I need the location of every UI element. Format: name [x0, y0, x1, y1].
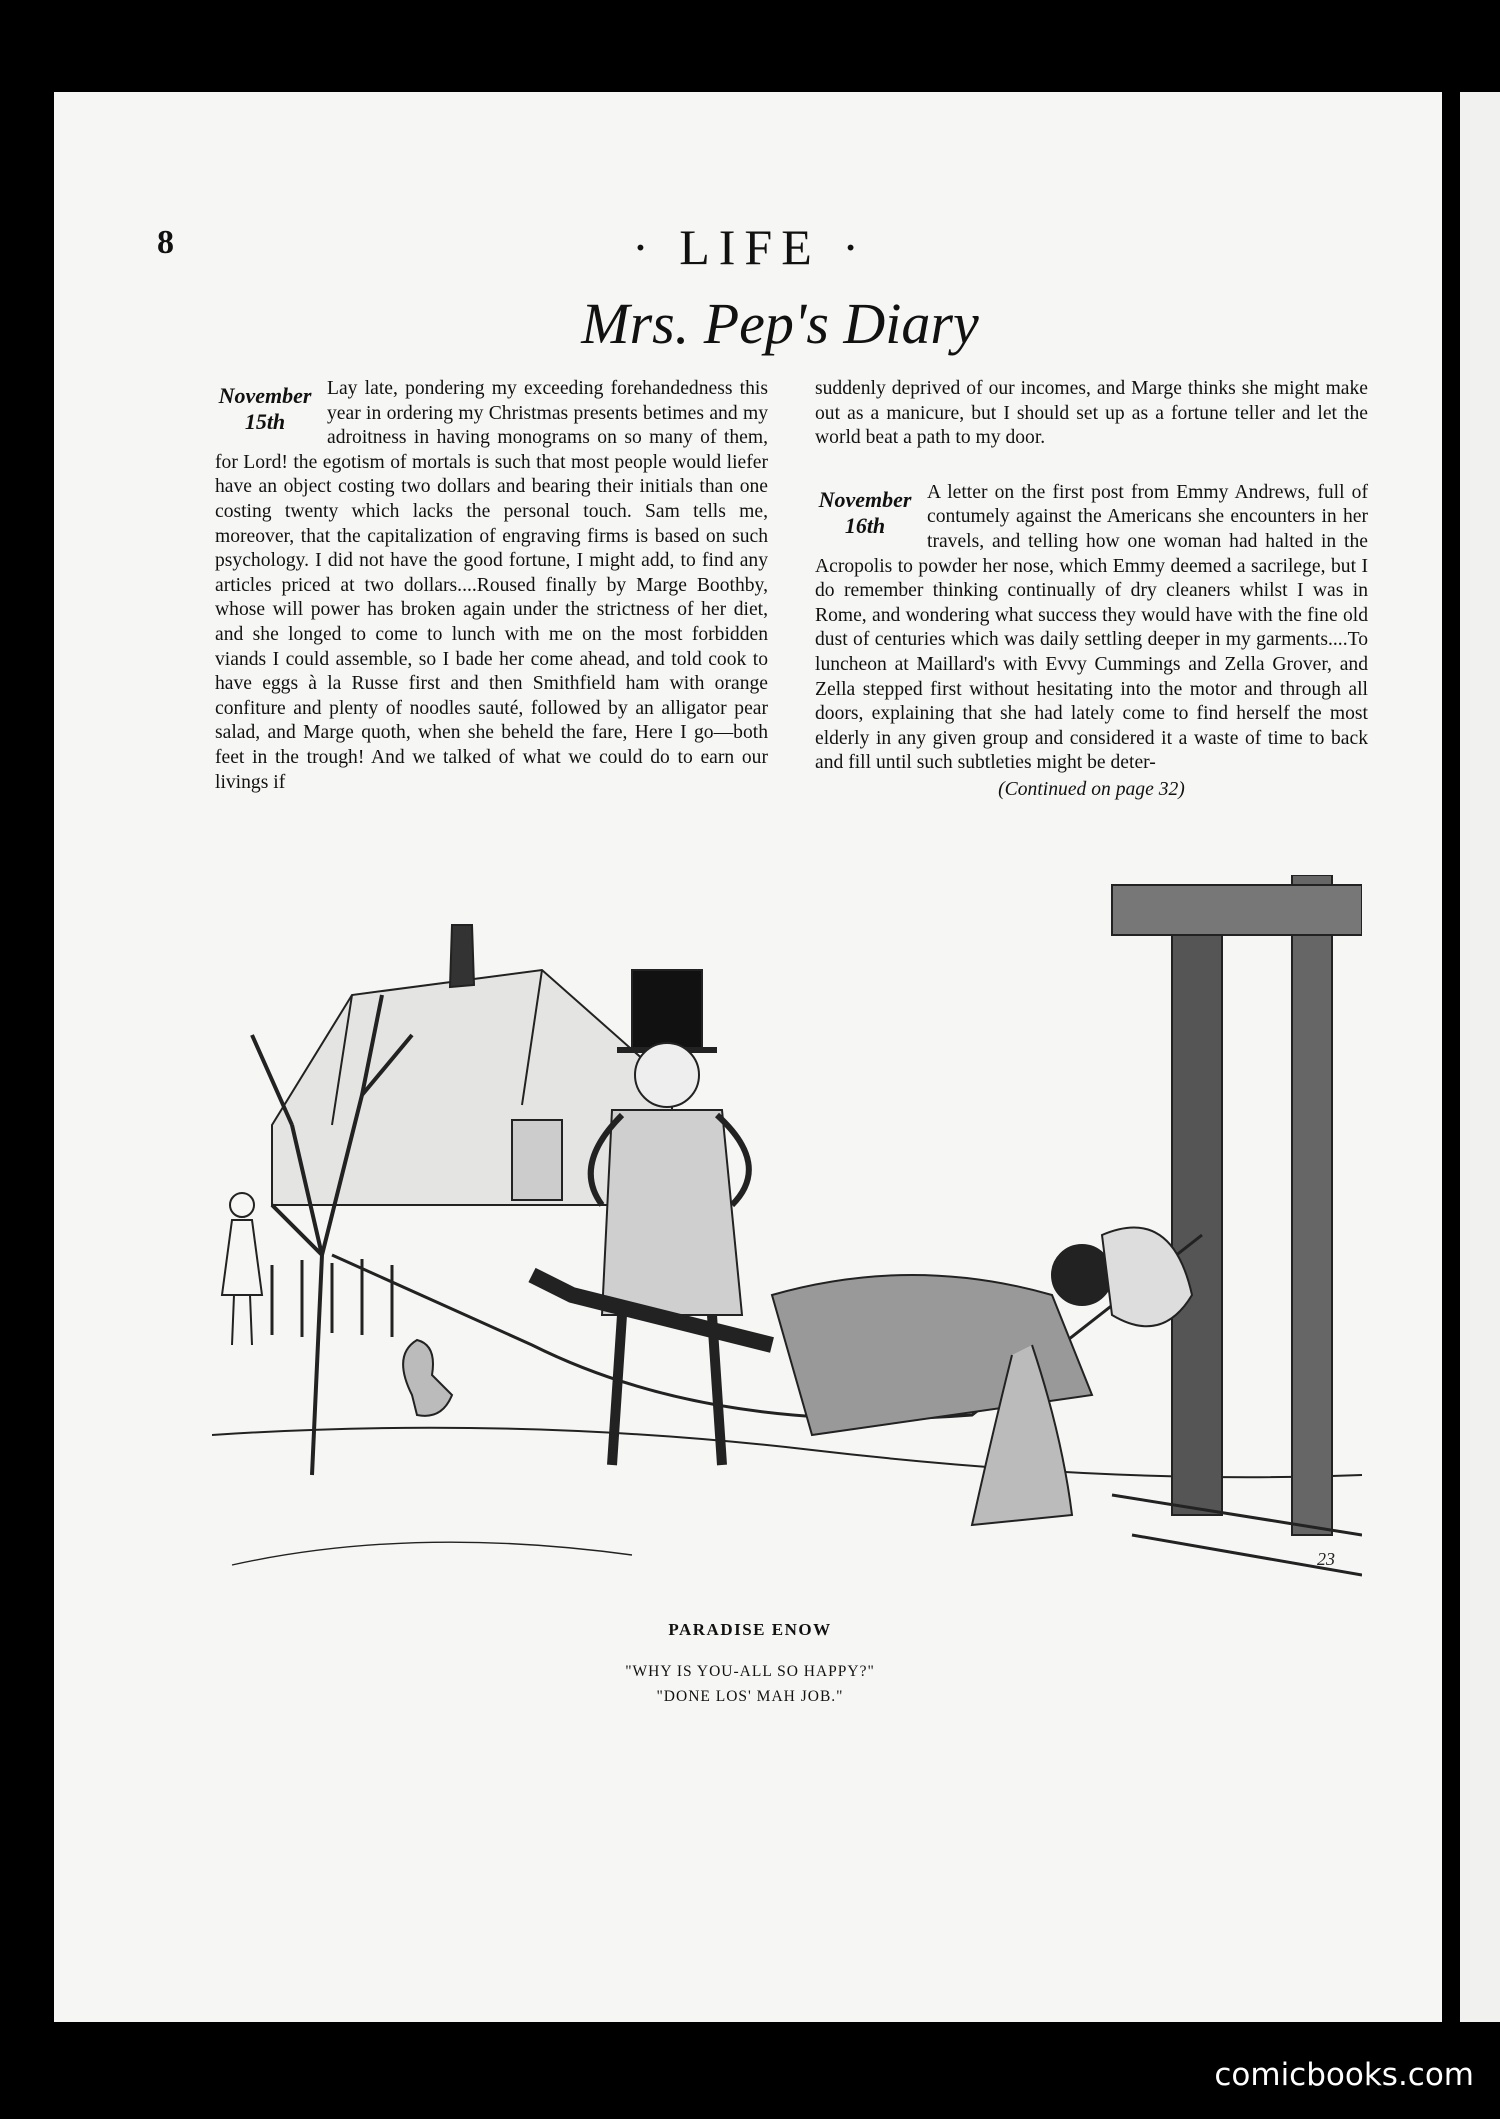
diary-entry-text-continued: suddenly deprived of our incomes, and Marge thinks she might make out as a manicure, but I should set up as a fortune teller and let the world beat a path to my door.: [815, 378, 1368, 449]
diary-entry-november-16: [815, 481, 1368, 776]
dateline-month: November: [218, 383, 312, 408]
diary-column-left: [215, 377, 768, 795]
site-watermark[interactable]: comicbooks.com: [1214, 2057, 1474, 2093]
cartoon-caption-answer: "DONE LOS' MAH JOB.": [656, 1688, 844, 1705]
dateline-month: November: [818, 486, 912, 512]
diary-entry-text: Lay late, pondering my exceeding forehandedness this year in ordering my Christmas presents betimes and my adroitness in having monograms on so many of them, for Lord! the egotism of mortals is such that most people would liefer have an object costing two dollars and bearing their initials than one costing twenty which lacks the personal touch. Sam tells me, moreover, that the capitalization of engraving firms is based on such psychology. I did not have the good fortune, I might add, to find any articles priced at two dollars....Roused finally by Marge Boothby, whose will power has broken again under the strictness of her diet, and she longed to come to lunch with me on the most forbidden viands I could assemble, so I bade her come ahead, and told cook to have eggs à la Russe first and then Smithfield ham with orange confiture and plenty of noodles sauté, followed by an alligator pear salad, and Marge quoth, when she beheld the fare, Here I go—both feet in the trough! And we talked of what we could do to earn our livings if: [215, 378, 768, 793]
cartoon-caption-question: "WHY IS YOU-ALL SO HAPPY?": [625, 1663, 875, 1680]
diary-column-right: [815, 377, 1368, 803]
cartoon-illustration: [212, 875, 1362, 1585]
artist-signature: 23: [1317, 1549, 1335, 1569]
continued-note: (Continued on page 32): [998, 778, 1185, 800]
column-title: Mrs. Pep's Diary: [581, 291, 979, 356]
diary-entry-text: A letter on the first post from Emmy Andrews, full of contumely against the Americans she encounters in her travels, and telling how one woman had halted in the Acropolis to powder her nose, which Emmy deemed a sacrilege, but I do remember thinking continually of dry cleaners whilst I was in Rome, and wondering what success they would have with the fine old dust of centuries which was daily settling deeper in my garments....To luncheon at Maillard's with Evvy Cummings and Zella Grover, and Zella stepped first without hesitating into the motor and through all doors, explaining that she had lately come to find herself the most elderly in any given group and considered it a waste of time to back and fill until such subtleties might be deter-: [815, 481, 1368, 774]
masthead: · LIFE ·: [632, 219, 868, 275]
facing-page-edge: [1460, 92, 1500, 2022]
cartoon-title: PARADISE ENOW: [668, 1620, 832, 1639]
dateline-day: 15th: [244, 409, 286, 434]
page-number: 8: [157, 224, 174, 261]
dateline-november-15: [215, 383, 315, 435]
dateline-day: 16th: [844, 512, 886, 538]
dateline-november-16: [815, 487, 915, 539]
